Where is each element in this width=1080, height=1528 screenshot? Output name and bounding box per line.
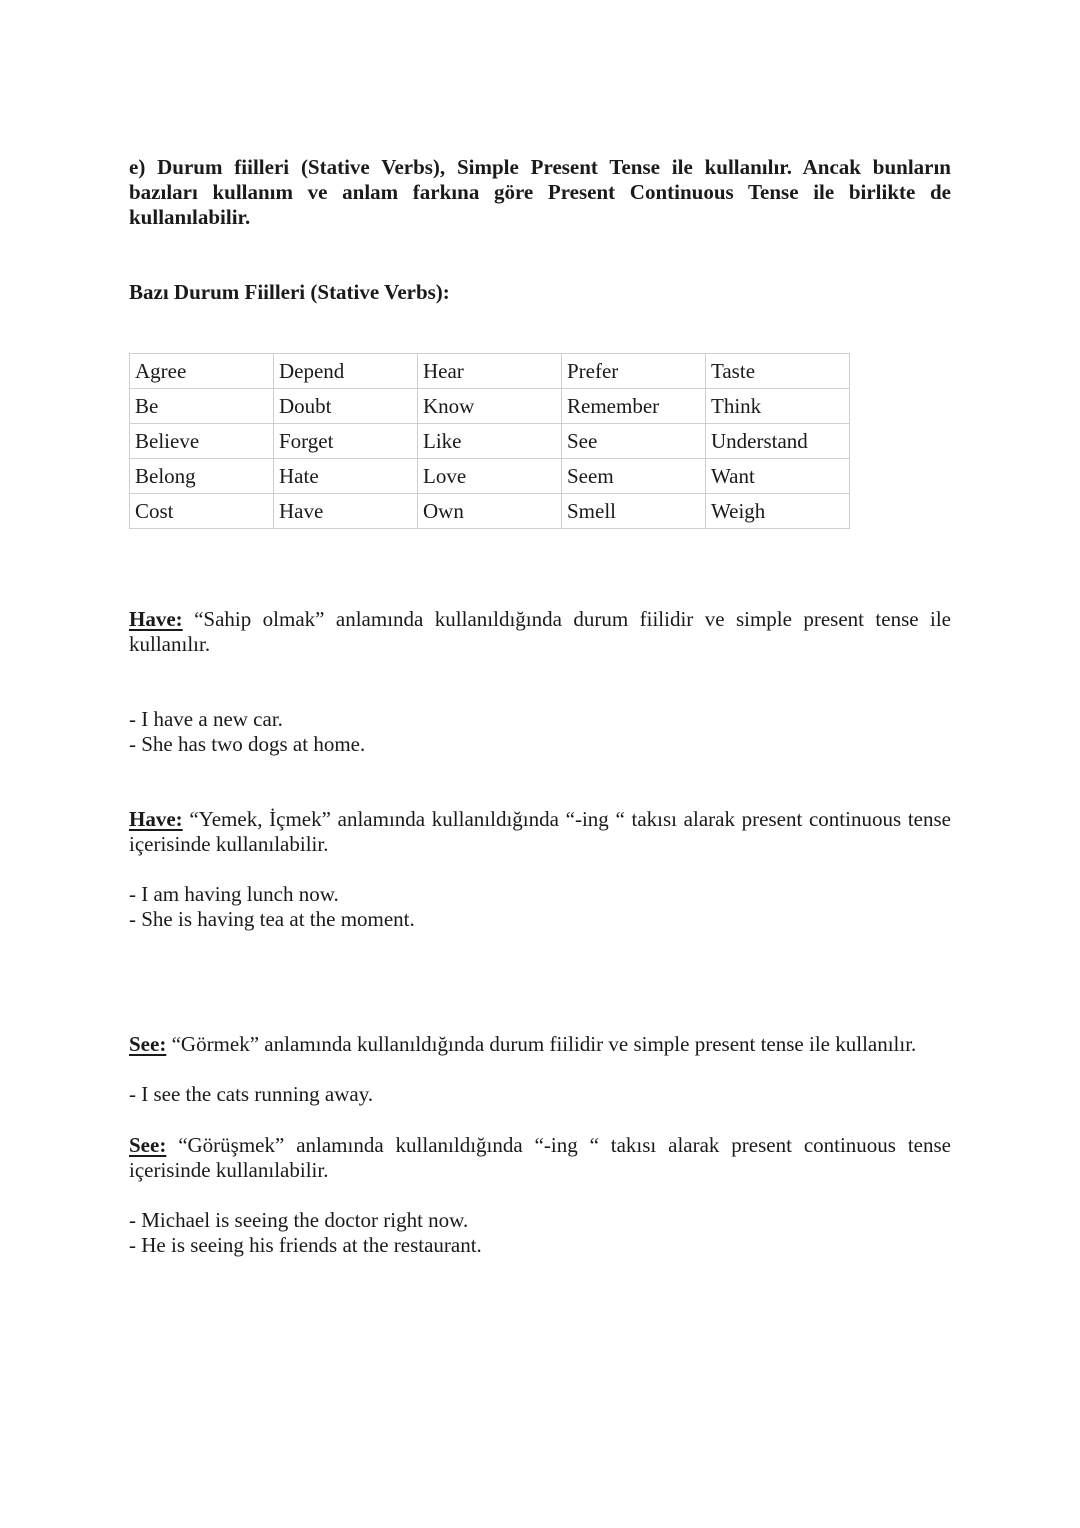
table-row (130, 459, 850, 494)
list-item: - She is having tea at the moment. (129, 907, 415, 931)
see-perceive-examples (129, 1082, 373, 1107)
table-cell: Weigh (706, 494, 850, 529)
list-item: - I see the cats running away. (129, 1082, 374, 1106)
table-cell: Cost (130, 494, 274, 529)
table-cell: Understand (706, 424, 850, 459)
table-cell: Prefer (562, 354, 706, 389)
table-row (130, 424, 850, 459)
have-possession-paragraph (129, 607, 951, 657)
see-perceive-paragraph (129, 1032, 951, 1057)
list-item: - I am having lunch now. (129, 882, 339, 906)
table-cell: Own (418, 494, 562, 529)
have-eat-drink-examples (129, 882, 415, 932)
definition-text: “Yemek, İçmek” anlamında kullanıldığında “-ing “ takısı alarak present continuous tense içerisinde kullanılabilir. (129, 807, 951, 856)
table-cell: Know (418, 389, 562, 424)
table-cell: See (562, 424, 706, 459)
table-cell: Believe (130, 424, 274, 459)
term-label: See: (129, 1133, 167, 1157)
term-label: See: (129, 1032, 167, 1056)
see-meet-examples (129, 1208, 482, 1258)
table-cell: Remember (562, 389, 706, 424)
list-item: - She has two dogs at home. (129, 732, 366, 756)
stative-verbs-table (129, 353, 850, 529)
table-cell: Think (706, 389, 850, 424)
list-item: - He is seeing his friends at the restaurant. (129, 1233, 482, 1257)
table-cell: Depend (274, 354, 418, 389)
table-cell: Want (706, 459, 850, 494)
term-label: Have: (129, 607, 183, 631)
table-cell: Taste (706, 354, 850, 389)
definition-text: “Görüşmek” anlamında kullanıldığında “-ing “ takısı alarak present continuous tense içerisinde kullanılabilir. (129, 1133, 951, 1182)
table-cell: Be (130, 389, 274, 424)
table-cell: Doubt (274, 389, 418, 424)
table-cell: Have (274, 494, 418, 529)
table-cell: Hate (274, 459, 418, 494)
table-cell: Smell (562, 494, 706, 529)
table-cell: Seem (562, 459, 706, 494)
table-cell: Like (418, 424, 562, 459)
table-cell: Love (418, 459, 562, 494)
see-meet-paragraph (129, 1133, 951, 1183)
list-item: - Michael is seeing the doctor right now. (129, 1208, 469, 1232)
table-cell: Agree (130, 354, 274, 389)
definition-text: “Sahip olmak” anlamında kullanıldığında durum fiilidir ve simple present tense ile kullanılır. (129, 607, 951, 656)
table-cell: Forget (274, 424, 418, 459)
table-row (130, 494, 850, 529)
intro-paragraph: e) Durum fiilleri (Stative Verbs), Simple Present Tense ile kullanılır. Ancak bunların bazıları kullanım ve anlam farkına göre Present Continuous Tense ile birlikte de kullanılabilir. (129, 155, 951, 229)
table-cell: Hear (418, 354, 562, 389)
term-label: Have: (129, 807, 183, 831)
table-row (130, 354, 850, 389)
table-cell: Belong (130, 459, 274, 494)
list-item: - I have a new car. (129, 707, 283, 731)
table-row (130, 389, 850, 424)
stative-verbs-heading: Bazı Durum Fiilleri (Stative Verbs): (129, 280, 450, 304)
definition-text: “Görmek” anlamında kullanıldığında durum fiilidir ve simple present tense ile kullanılır. (166, 1032, 917, 1056)
have-eat-drink-paragraph (129, 807, 951, 857)
have-possession-examples (129, 707, 365, 757)
